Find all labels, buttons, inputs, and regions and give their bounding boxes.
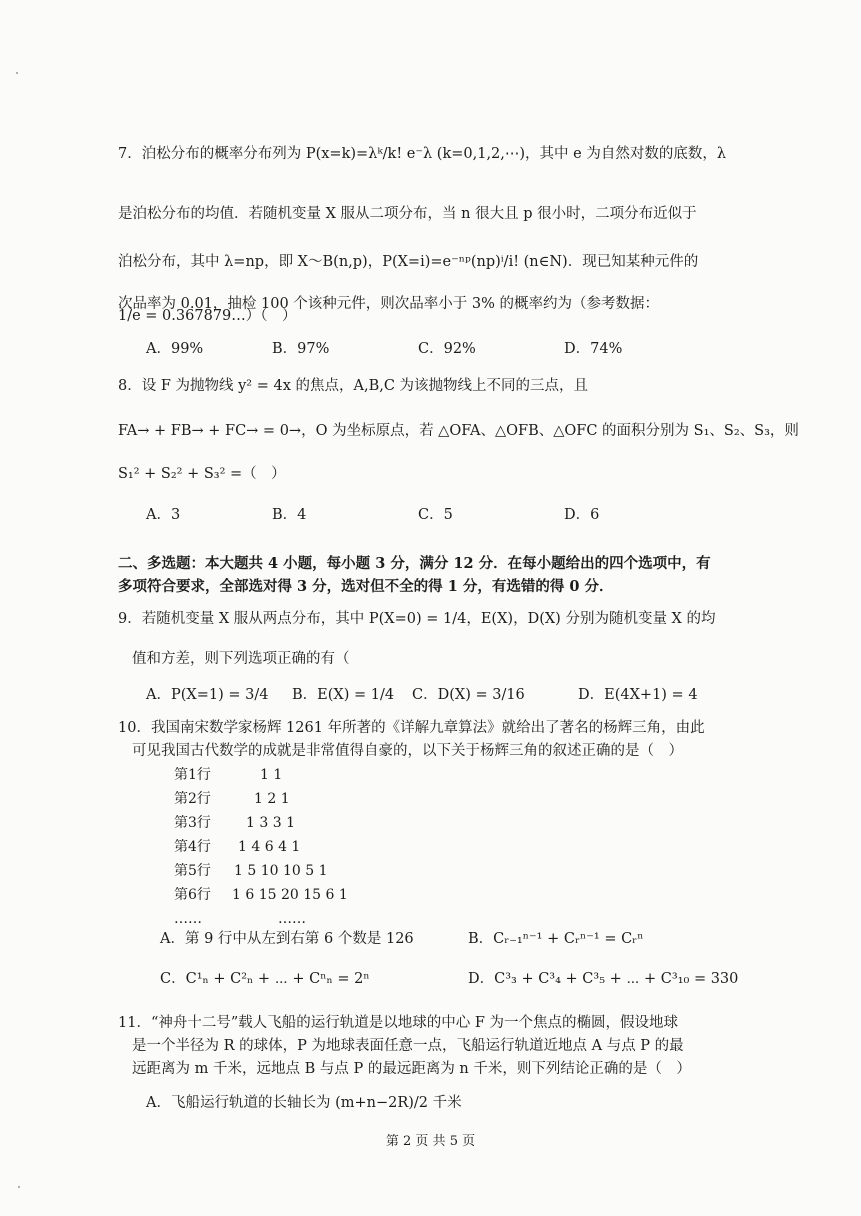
pascal-row-numbers: 1 4 6 4 1 [238, 839, 301, 855]
q10-option-d: D．C³₃ + C³₄ + C³₅ + ⋯ + C³₁₀ = 330 [468, 971, 739, 987]
q9-option-b: B．E(X) = 1/4 [292, 687, 395, 703]
pascal-row-label: 第1行 [174, 767, 211, 783]
q10-option-b: B．Cᵣ₋₁ⁿ⁻¹ + Cᵣⁿ⁻¹ = Cᵣⁿ [468, 931, 644, 947]
q8-line-1: 8．设 F 为抛物线 y² = 4x 的焦点，A,B,C 为该抛物线上不同的三点，且 [118, 378, 589, 394]
pascal-row-numbers: 1 6 15 20 15 6 1 [232, 887, 348, 903]
q8-line-3: S₁² + S₂² + S₃² =（ ） [118, 466, 286, 482]
page-footer: 第 2 页 共 5 页 [385, 1134, 476, 1149]
q7-line-3: 泊松分布，其中 λ=np，即 X～B(n,p)，P(X=i)=e⁻ⁿᵖ(np)ⁱ/i! (n∈N)．现已知某种元件的 [118, 254, 699, 270]
q7-option-d: D．74% [564, 341, 623, 357]
q9-option-d: D．E(4X+1) = 4 [578, 687, 698, 703]
pascal-row-numbers: 1 5 10 10 5 1 [234, 863, 328, 879]
q10-line-2: 可见我国古代数学的成就是非常值得自豪的，以下关于杨辉三角的叙述正确的是（ ） [132, 743, 683, 759]
q9-line-1: 9．若随机变量 X 服从两点分布，其中 P(X=0) = 1/4，E(X)，D(X) 分别为随机变量 X 的均 [118, 611, 716, 627]
q11-line-2: 是一个半径为 R 的球体，P 为地球表面任意一点，飞船运行轨道近地点 A 与点 P 的最 [132, 1038, 684, 1054]
q11-line-1: 11．“神舟十二号”载人飞船的运行轨道是以地球的中心 F 为一个焦点的椭圆，假设地球 [118, 1015, 679, 1031]
pascal-row-1 [174, 764, 282, 786]
pascal-row-6 [174, 884, 348, 906]
pascal-row-numbers: 1 2 1 [254, 791, 290, 807]
q7-line-5: 1/e = 0.367879…）（ ） [118, 308, 297, 324]
pascal-row-3 [174, 812, 295, 834]
pascal-row-4 [174, 836, 300, 858]
section-2-heading-line-2: 多项符合要求，全部选对得 3 分，选对但不全的得 1 分，有选错的得 0 分． [118, 578, 614, 595]
pascal-row-label: 第6行 [174, 887, 211, 903]
q8-line-2: FA→ + FB→ + FC→ = 0→，O 为坐标原点，若 △OFA、△OFB、△OFC 的面积分别为 S₁、S₂、S₃，则 [118, 423, 799, 439]
section-2-heading-line-1: 二、多选题：本大题共 4 小题，每小题 3 分，满分 12 分．在每小题给出的四个选项中，有 [118, 555, 711, 572]
q7-line-1: 7．泊松分布的概率分布列为 P(x=k)=λᵏ/k! e⁻λ (k=0,1,2,⋯)，其中 e 为自然对数的底数，λ [118, 146, 727, 162]
pascal-dots-right: …… [278, 911, 306, 927]
pascal-row-2 [174, 788, 290, 810]
q8-option-a: A．3 [146, 507, 181, 523]
q7-option-c: C．92% [418, 341, 476, 357]
q7-line-4: 次品率为 0.01，抽检 100 个该种元件，则次品率小于 3% 的概率约为（参考数据： [118, 296, 660, 312]
pascal-row-numbers: 1 1 [260, 767, 283, 783]
q7-option-b: B．97% [272, 341, 330, 357]
q9-line-2: 值和方差，则下列选项正确的有（ [132, 651, 350, 667]
q10-option-c: C．C¹ₙ + C²ₙ + ⋯ + Cⁿₙ = 2ⁿ [160, 971, 370, 987]
q8-option-b: B．4 [272, 507, 307, 523]
pascal-row-label: 第2行 [174, 791, 211, 807]
pascal-row-label: 第4行 [174, 839, 211, 855]
pascal-dots-left: …… [174, 911, 202, 927]
q8-option-c: C．5 [418, 507, 453, 523]
q7-line-2: 是泊松分布的均值．若随机变量 X 服从二项分布，当 n 很大且 p 很小时，二项分布近似于 [118, 206, 697, 222]
q9-option-a: A．P(X=1) = 3/4 [146, 687, 269, 703]
q10-option-a: A．第 9 行中从左到右第 6 个数是 126 [160, 931, 414, 947]
q8-option-d: D．6 [564, 507, 600, 523]
q11-line-3: 远距离为 m 千米，远地点 B 与点 P 的最远距离为 n 千米，则下列结论正确的是（ ） [132, 1061, 691, 1077]
q9-option-c: C．D(X) = 3/16 [412, 687, 525, 703]
pascal-row-label: 第3行 [174, 815, 211, 831]
q10-line-1: 10．我国南宋数学家杨辉 1261 年所著的《详解九章算法》就给出了著名的杨辉三角，由此 [118, 720, 705, 736]
q11-option-a: A．飞船运行轨道的长轴长为 (m+n−2R)/2 千米 [146, 1095, 462, 1111]
scan-speck [16, 72, 18, 74]
pascal-row-5 [174, 860, 328, 882]
pascal-row-numbers: 1 3 3 1 [246, 815, 295, 831]
scan-speck [18, 1186, 20, 1188]
pascal-row-label: 第5行 [174, 863, 211, 879]
q7-option-a: A．99% [146, 341, 204, 357]
